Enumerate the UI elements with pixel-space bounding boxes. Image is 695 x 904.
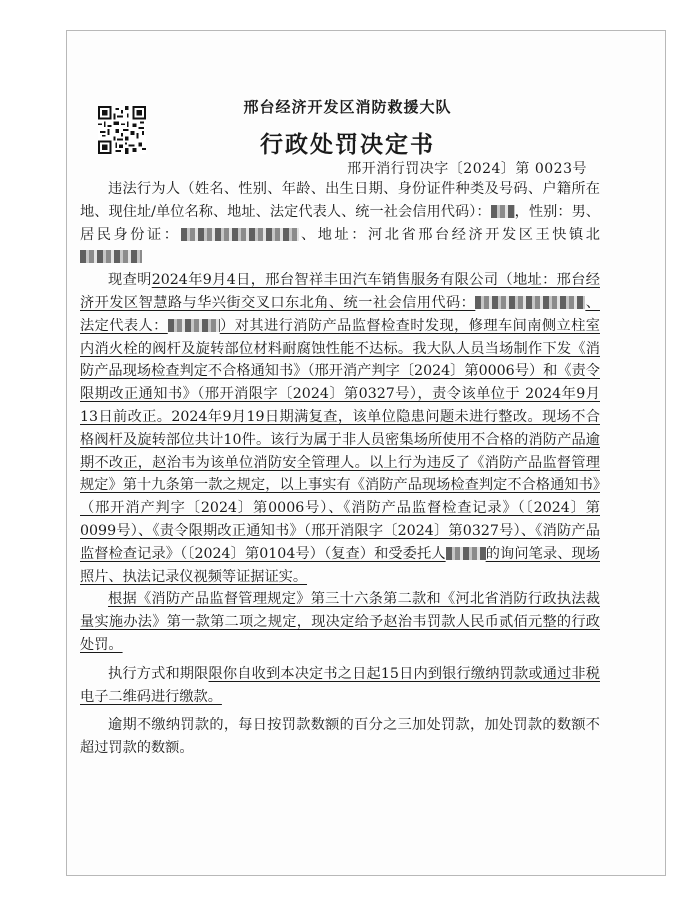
late-fee-paragraph: 逾期不缴纳罚款的，每日按罚款数额的百分之三加处罚款，加处罚款的数额不超过罚款的数额。 xyxy=(80,717,600,757)
party-intro: 违法行为人（姓名、性别、年龄、出生日期、身份证件种类及号码、户籍所在地、现住址/单位名称、地址、法定代表人、统一社会信用代码）： xyxy=(80,181,600,220)
redacted-agent xyxy=(446,547,486,560)
payment-paragraph xyxy=(80,663,600,709)
decision-paragraph xyxy=(80,588,600,656)
facts-paragraph xyxy=(80,269,600,588)
document-body xyxy=(80,178,600,760)
redacted-name xyxy=(491,205,515,218)
party-address: 、地址：河北省邢台经济开发区王快镇北 xyxy=(298,226,600,243)
redacted-credit-code xyxy=(475,296,585,309)
document-number: 邢开消行罚决字〔2024〕第 0023号 xyxy=(347,161,587,177)
facts-text-b: 、法定代表人： xyxy=(80,294,600,334)
redacted-id-number xyxy=(181,228,299,241)
payment-text: 限你自收到本决定书之日起15日内到银行缴纳罚款或通过非税电子二维码进行缴款。 xyxy=(80,665,600,705)
party-gender-id: ，性别：男、居民身份证： xyxy=(80,203,600,243)
redacted-legal-rep xyxy=(168,319,220,332)
decision-text: 根据《消防产品监督管理规定》第三十六条第二款和《河北省消防行政执法裁量实施办法》第一款第二项之规定，现决定给予赵治韦罚款人民币贰佰元整的行政处罚。 xyxy=(80,591,600,653)
facts-text-d: 的询问笔录、现场照片、执法记录仪视频等证据证实。 xyxy=(80,545,600,585)
party-paragraph xyxy=(80,178,600,269)
facts-text-c: ）对其进行消防产品监督检查时发现，修理车间南侧立柱室内消火栓的阀杆及旋转部位材料耐腐蚀性能不达标。我大队人员当场制作下发《消防产品现场检查判定不合格通知书》（邢开消产判字〔2024〕第0006号）和《责令限期改正通知书》（邢开消限字〔2024〕第0327号），责令该单位于 2024年9月13日前改正。2024年9月19日期满复查，该单位隐患问题未进行整改。现场不合格阀杆及旋转部位共计10件。该行为属于非人员密集场所使用不合格的消防产品逾期不改正，赵治韦为该单位消防安全管理人。以上行为违反了《消防产品监督管理规定》第十九条第一款之规定，以上事实有《消防产品现场检查判定不合格通知书》（邢开消产判字〔2024〕第0006号）、《消防产品监督检查记录》（〔2024〕第0099号）、《责令限期改正通知书》（邢开消限字〔2024〕第0327号）、《消防产品监督检查记录》（〔2024〕第0104号）（复查）和受委托人 xyxy=(80,317,600,562)
issuing-organization: 邢台经济开发区消防救援大队 xyxy=(243,98,452,116)
document-title: 行政处罚决定书 xyxy=(260,131,435,158)
facts-label: 现查明 xyxy=(108,272,152,289)
redacted-address xyxy=(80,250,142,263)
payment-label: 执行方式和期限 xyxy=(108,665,209,682)
facts-text-a: 2024年9月4日，邢台智祥丰田汽车销售服务有限公司（地址：邢台经济开发区智慧路与华兴街交叉口东北角、统一社会信用代码： xyxy=(80,272,600,311)
